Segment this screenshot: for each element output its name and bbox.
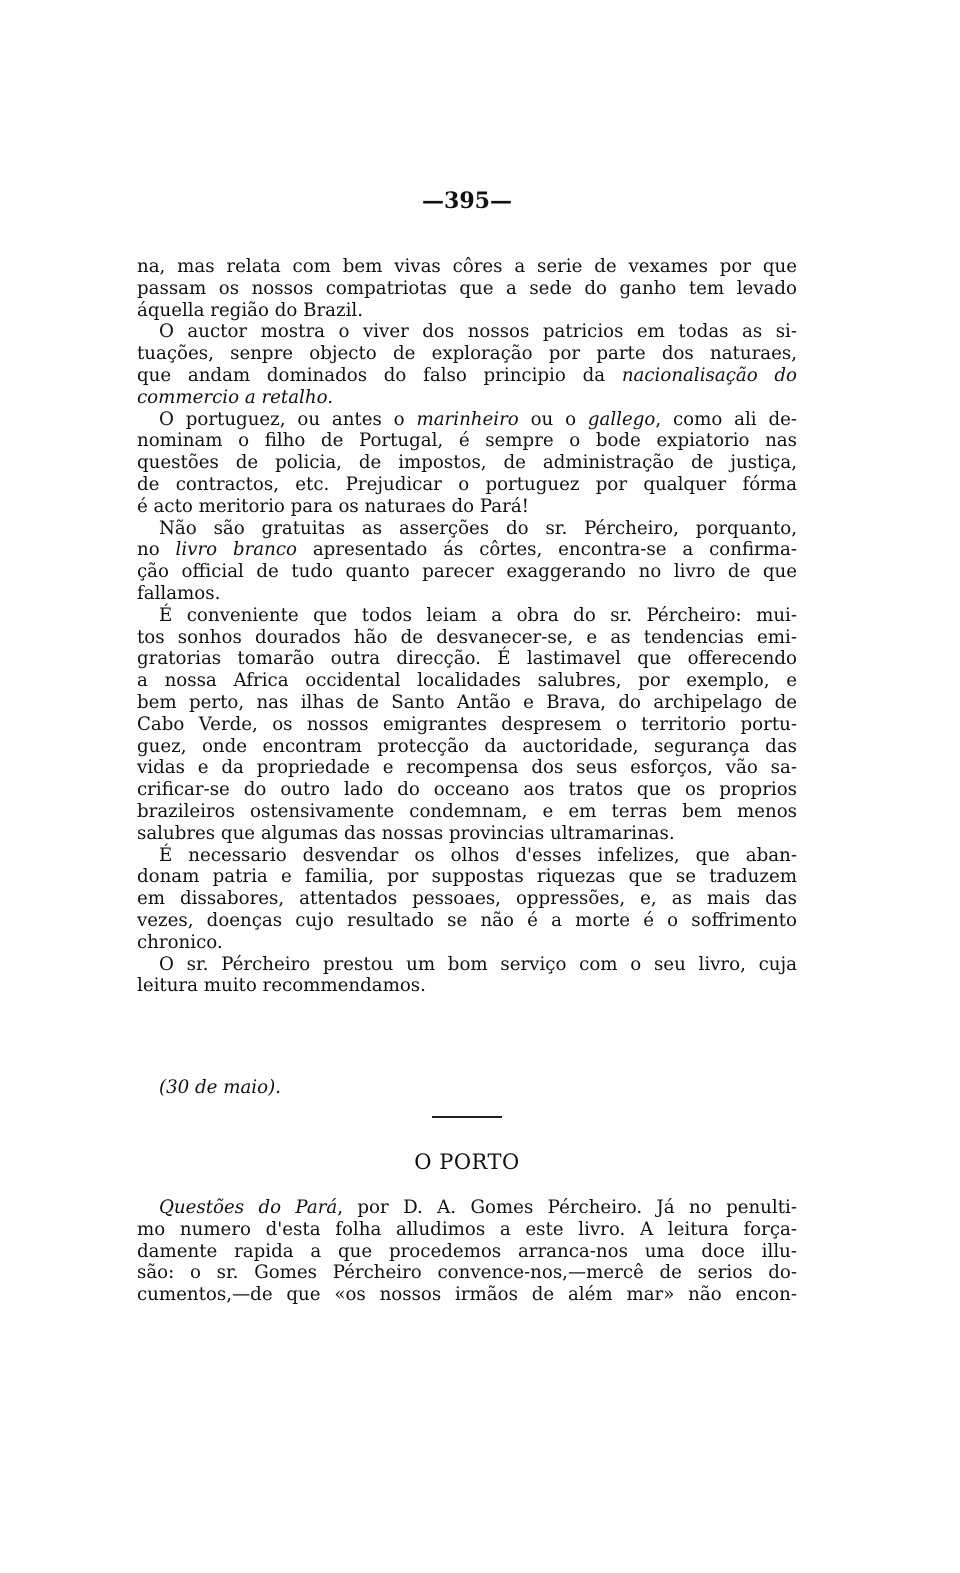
text-line [137,866,797,888]
text-run: O portuguez, ou antes o [159,408,417,430]
text-line [137,1197,797,1219]
text-run: nominam o filho de Portugal, é sempre o bode expiatorio nas [137,430,797,452]
text-run: guez, onde encontram protecção da auctoridade, segurança das [137,735,797,757]
text-run: bem perto, nas ilhas de Santo Antão e Brava, do archipelago de [137,691,797,713]
italic-text: marinheiro [416,408,519,430]
text-run: leitura muito recommendamos. [137,975,426,997]
text-line [137,1241,797,1263]
text-line [137,670,797,692]
text-run: áquella região do Brazil. [137,299,363,321]
section-heading: O PORTO [414,1150,520,1174]
italic-text: gallego [587,408,656,430]
text-line [137,452,797,474]
section-body [137,1197,797,1306]
text-line [137,365,797,387]
text-run: mo numero d'esta folha alludimos a este livro. A leitura força- [137,1218,797,1240]
article-body [137,256,797,997]
text-run: ou o [518,408,588,430]
text-run: , como ali de- [655,408,797,430]
text-line [137,256,797,278]
text-run: que andam dominados do falso principio da [137,364,622,386]
text-line [137,736,797,758]
text-line [137,1219,797,1241]
text-line [137,975,797,997]
text-line [137,888,797,910]
text-run: passam os nossos compatriotas que a sede do ganho tem levado [137,277,797,299]
text-line [137,583,797,605]
italic-text: Questões do Pará [159,1197,338,1218]
text-line [137,278,797,300]
italic-text: livro branco [175,539,297,561]
text-run: de contractos, etc. Prejudicar o portuguez por qualquer fórma [137,473,797,495]
text-line [137,474,797,496]
text-run: Não são gratuitas as asserções do sr. Pércheiro, porquanto, [159,517,797,539]
text-line [137,605,797,627]
text-run: no [137,539,176,561]
text-run: tos sonhos dourados hão de desvanecer-se, e as tendencias emi- [137,626,797,648]
text-run: tuações, senpre objecto de exploração por parte dos naturaes, [137,343,797,365]
text-run: donam patria e familia, por suppostas riquezas que se traduzem [137,866,797,888]
text-line [137,954,797,976]
text-run: questões de policia, de impostos, de administração de justiça, [137,452,797,474]
text-run: apresentado ás côrtes, encontra-se a confirma- [296,539,797,561]
text-run: fallamos. [137,582,221,604]
text-line [137,518,797,540]
text-run: são: o sr. Gomes Pércheiro convence-nos,—mercê de serios do- [137,1262,797,1284]
text-run: O sr. Pércheiro prestou um bom serviço com o seu livro, cuja [159,953,797,975]
italic-text: nacionalisação do [621,364,798,386]
text-run: crificar-se do outro lado do occeano aos tratos que os proprios [137,779,797,801]
text-run: É conveniente que todos leiam a obra do sr. Pércheiro: mui- [159,604,797,626]
text-line [137,321,797,343]
text-line [137,845,797,867]
text-line [137,561,797,583]
text-run: Cabo Verde, os nossos emigrantes despresem o territorio portu- [137,713,797,735]
text-line [137,496,797,518]
page-number: —395— [422,188,512,214]
text-run: chronico. [137,931,223,953]
text-run: vezes, doenças cujo resultado se não é a morte é o soffrimento [137,909,797,931]
text-line [137,1262,797,1284]
text-run: na, mas relata com bem vivas côres a serie de vexames por que [137,256,797,277]
text-line [137,910,797,932]
text-line [137,648,797,670]
text-line [137,627,797,649]
text-run: damente rapida a que procedemos arranca-nos uma doce illu- [137,1240,797,1262]
text-run: É necessario desvendar os olhos d'esses infelizes, que aban- [159,844,797,866]
text-run: é acto meritorio para os naturaes do Pará! [137,495,529,517]
text-run: O auctor mostra o viver dos nossos patricios em todas as si- [159,321,797,343]
text-run: vidas e da propriedade e recompensa dos seus esforços, vão sa- [137,757,797,779]
text-line [137,1284,797,1306]
text-run: cumentos,—de que «os nossos irmãos de além mar» não encon- [137,1284,797,1306]
text-line [137,539,797,561]
article-date: (30 de maio). [159,1077,281,1098]
text-run: gratorias tomarão outra direcção. É lastimavel que offerecendo [137,648,797,670]
text-line [137,757,797,779]
text-line [137,300,797,322]
text-run: a nossa Africa occidental localidades salubres, por exemplo, e [137,670,797,692]
italic-text: commercio a retalho. [137,386,333,408]
text-line [137,801,797,823]
text-line [137,714,797,736]
text-line [137,409,797,431]
text-line [137,823,797,845]
text-run: brazileiros ostensivamente condemnam, e em terras bem menos [137,800,797,822]
text-run: , por D. A. Gomes Pércheiro. Já no penulti- [337,1197,797,1218]
text-line [137,932,797,954]
text-line [137,692,797,714]
text-line [137,387,797,409]
text-line [137,779,797,801]
section-divider [432,1116,502,1118]
text-run: ção official de tudo quanto parecer exaggerando no livro de que [137,561,797,583]
text-run: em dissabores, attentados pessoaes, oppressões, e, as mais das [137,888,797,910]
text-line [137,343,797,365]
text-line [137,430,797,452]
text-run: salubres que algumas das nossas provincias ultramarinas. [137,822,675,844]
